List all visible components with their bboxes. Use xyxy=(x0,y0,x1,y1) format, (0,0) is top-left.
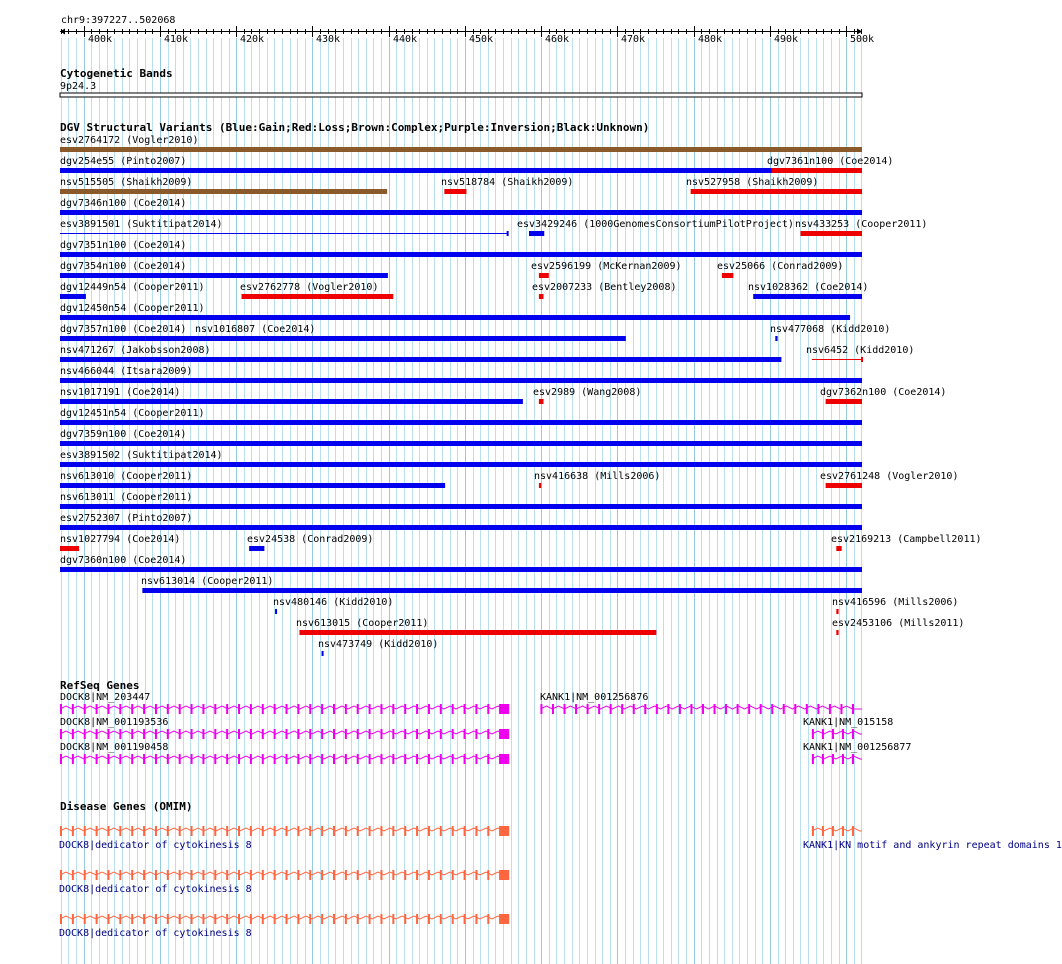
variant-label[interactable]: esv2007233 (Bentley2008) xyxy=(532,282,677,293)
variant-label[interactable]: dgv12450n54 (Cooper2011) xyxy=(60,303,205,314)
ruler-tick-label: 480k xyxy=(698,34,723,45)
variant-label[interactable]: esv25066 (Conrad2009) xyxy=(717,261,844,272)
variant-label[interactable]: nsv613010 (Cooper2011) xyxy=(60,471,193,482)
variant-label[interactable]: nsv466044 (Itsara2009) xyxy=(60,366,193,377)
variant-label[interactable]: nsv416638 (Mills2006) xyxy=(534,471,661,482)
variant-label[interactable]: dgv7360n100 (Coe2014) xyxy=(60,555,187,566)
ruler-tick-label: 460k xyxy=(545,34,570,45)
cytoband-track-title: Cytogenetic Bands xyxy=(60,67,173,80)
variant-label[interactable]: nsv480146 (Kidd2010) xyxy=(273,597,394,608)
variant-label[interactable]: esv2989 (Wang2008) xyxy=(533,387,642,398)
variant-label[interactable]: dgv7351n100 (Coe2014) xyxy=(60,240,187,251)
gene-label[interactable]: DOCK8|NM_203447 xyxy=(60,692,151,703)
variant-label[interactable]: nsv613015 (Cooper2011) xyxy=(296,618,429,629)
variant-label[interactable]: dgv7362n100 (Coe2014) xyxy=(820,387,947,398)
ruler-position-label: chr9:397227..502068 xyxy=(61,15,176,26)
variant-label[interactable]: nsv433253 (Cooper2011) xyxy=(795,219,928,230)
ruler-tick-label: 420k xyxy=(240,34,265,45)
variant-label[interactable]: nsv613011 (Cooper2011) xyxy=(60,492,193,503)
variant-label[interactable]: nsv416596 (Mills2006) xyxy=(832,597,959,608)
variant-label[interactable]: esv2752307 (Pinto2007) xyxy=(60,513,193,524)
variant-label[interactable]: dgv7361n100 (Coe2014) xyxy=(767,156,894,167)
gene-label[interactable]: DOCK8|NM_001190458 xyxy=(60,742,169,753)
gene-label[interactable]: KANK1|NM_001256876 xyxy=(540,692,649,703)
refseq-track-title: RefSeq Genes xyxy=(60,679,140,692)
variant-label[interactable]: dgv254e55 (Pinto2007) xyxy=(60,156,187,167)
ruler-tick-label: 490k xyxy=(774,34,799,45)
disease-gene-label[interactable]: DOCK8|dedicator of cytokinesis 8 xyxy=(59,884,252,895)
variant-label[interactable]: nsv6452 (Kidd2010) xyxy=(806,345,915,356)
variant-label[interactable]: dgv12449n54 (Cooper2011) xyxy=(60,282,205,293)
disease-gene-label[interactable]: KANK1|KN motif and ankyrin repeat domains 1 xyxy=(803,840,1062,851)
ruler-tick-label: 400k xyxy=(88,34,113,45)
variant-label[interactable]: esv3891501 (Suktitipat2014) xyxy=(60,219,223,230)
variant-label[interactable]: esv3429246 (1000GenomesConsortiumPilotProject) xyxy=(517,219,794,230)
variant-label[interactable]: nsv1017191 (Coe2014) xyxy=(60,387,181,398)
dgv-track-title: DGV Structural Variants (Blue:Gain;Red:Loss;Brown:Complex;Purple:Inversion;Black:Unknown) xyxy=(60,121,650,134)
variant-label[interactable]: esv2596199 (McKernan2009) xyxy=(531,261,682,272)
cytoband-label: 9p24.3 xyxy=(60,81,97,92)
variant-label[interactable]: dgv12451n54 (Cooper2011) xyxy=(60,408,205,419)
variant-label[interactable]: dgv7357n100 (Coe2014) xyxy=(60,324,187,335)
variant-label[interactable]: esv24538 (Conrad2009) xyxy=(247,534,374,545)
variant-label[interactable]: nsv1028362 (Coe2014) xyxy=(748,282,869,293)
variant-label[interactable]: dgv7359n100 (Coe2014) xyxy=(60,429,187,440)
variant-label[interactable]: nsv515505 (Shaikh2009) xyxy=(60,177,193,188)
variant-label[interactable]: dgv7354n100 (Coe2014) xyxy=(60,261,187,272)
variant-label[interactable]: nsv471267 (Jakobsson2008) xyxy=(60,345,211,356)
variant-label[interactable]: nsv518784 (Shaikh2009) xyxy=(441,177,574,188)
ruler-tick-label: 500k xyxy=(850,34,875,45)
disease-gene-label[interactable]: DOCK8|dedicator of cytokinesis 8 xyxy=(59,840,252,851)
ruler-tick-label: 450k xyxy=(469,34,494,45)
variant-label[interactable]: nsv613014 (Cooper2011) xyxy=(141,576,274,587)
variant-label[interactable]: nsv1027794 (Coe2014) xyxy=(60,534,181,545)
ruler-tick-label: 470k xyxy=(621,34,646,45)
gene-label[interactable]: KANK1|NM_001256877 xyxy=(803,742,912,753)
gene-label[interactable]: DOCK8|NM_001193536 xyxy=(60,717,169,728)
ruler-tick-label: 440k xyxy=(393,34,418,45)
variant-label[interactable]: nsv527958 (Shaikh2009) xyxy=(686,177,819,188)
variant-label[interactable]: esv2453106 (Mills2011) xyxy=(832,618,965,629)
variant-label[interactable]: nsv477068 (Kidd2010) xyxy=(770,324,891,335)
gene-label[interactable]: KANK1|NM_015158 xyxy=(803,717,894,728)
variant-label[interactable]: nsv473749 (Kidd2010) xyxy=(318,639,439,650)
variant-label[interactable]: dgv7346n100 (Coe2014) xyxy=(60,198,187,209)
omim-track-title: Disease Genes (OMIM) xyxy=(60,800,193,813)
variant-label[interactable]: esv2764172 (Vogler2010) xyxy=(60,135,199,146)
ruler-tick-label: 410k xyxy=(164,34,189,45)
variant-label[interactable]: nsv1016807 (Coe2014) xyxy=(195,324,316,335)
variant-label[interactable]: esv2762778 (Vogler2010) xyxy=(240,282,379,293)
variant-label[interactable]: esv2169213 (Campbell2011) xyxy=(831,534,982,545)
ruler-tick-label: 430k xyxy=(316,34,341,45)
variant-label[interactable]: esv2761248 (Vogler2010) xyxy=(820,471,959,482)
variant-label[interactable]: esv3891502 (Suktitipat2014) xyxy=(60,450,223,461)
disease-gene-label[interactable]: DOCK8|dedicator of cytokinesis 8 xyxy=(59,928,252,939)
